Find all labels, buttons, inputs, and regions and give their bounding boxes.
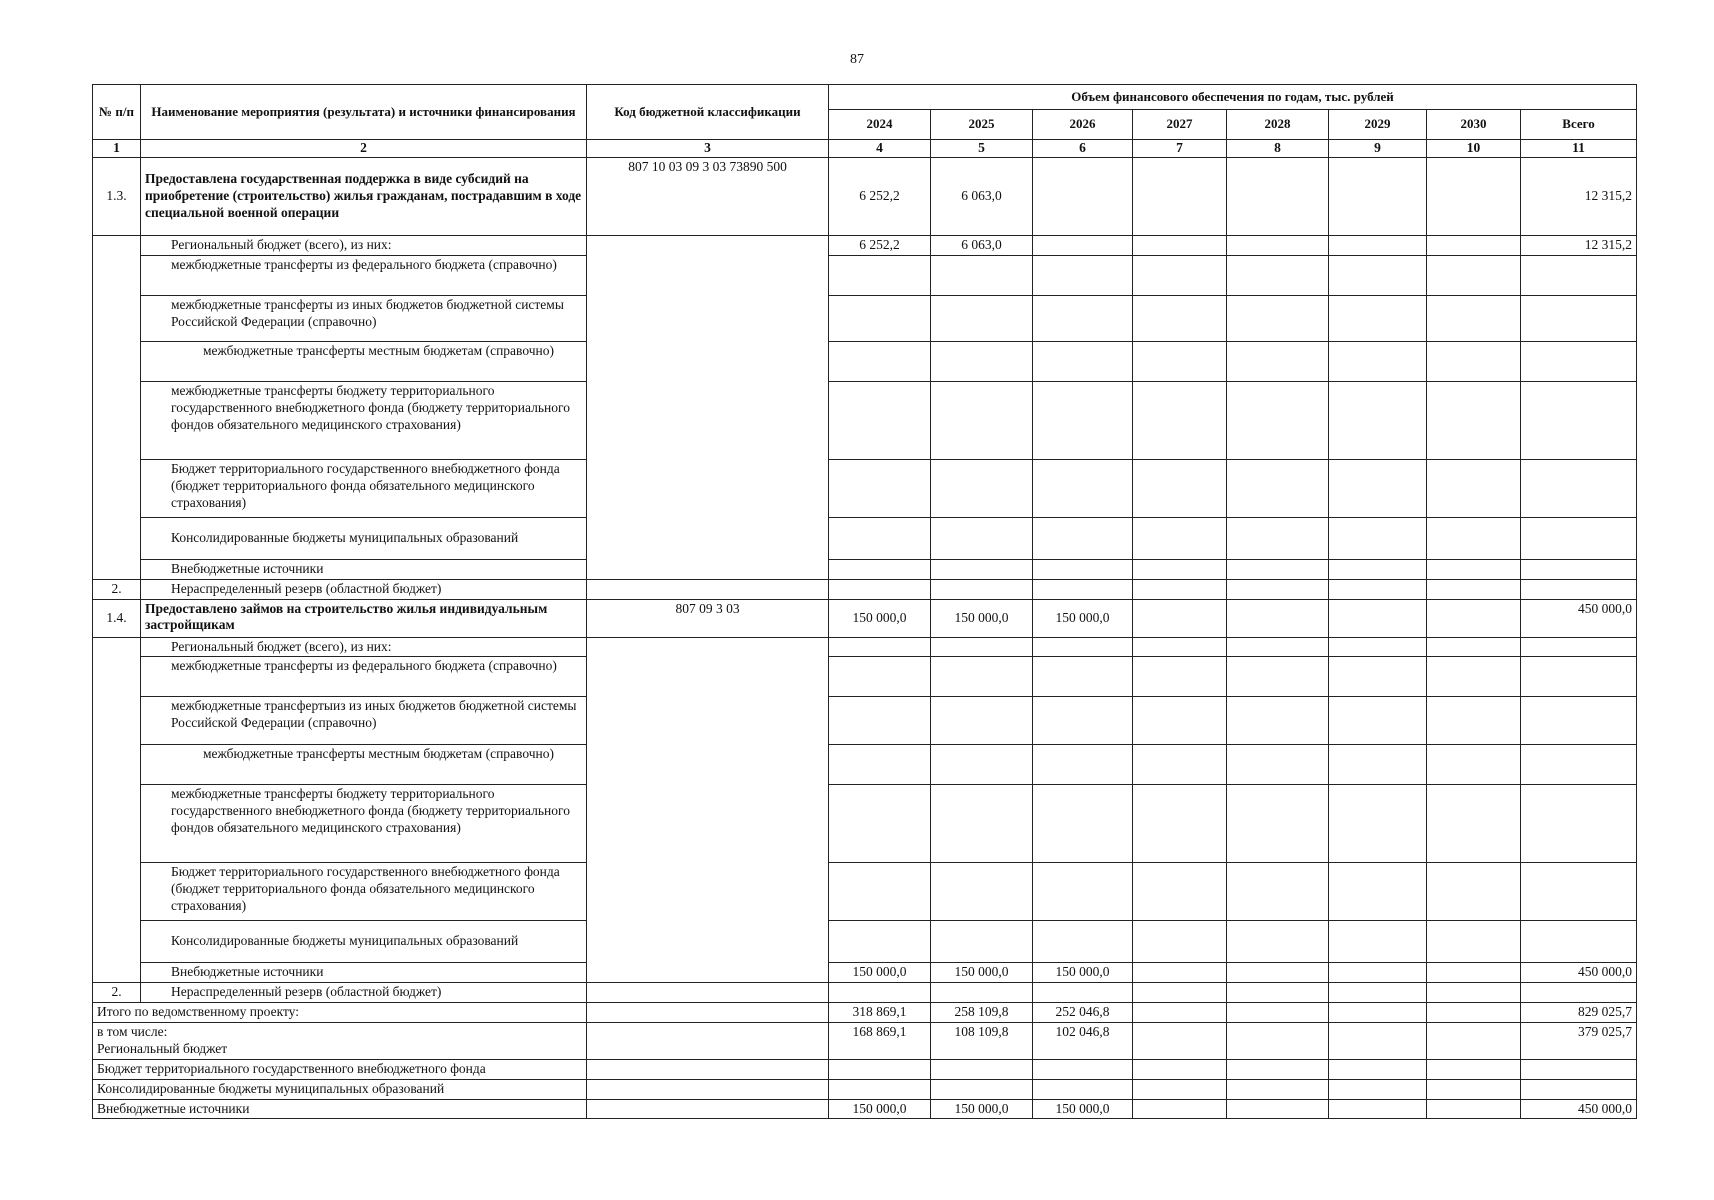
- header-year: 2030: [1427, 110, 1521, 140]
- value-cell: 318 869,1: [829, 1003, 931, 1023]
- row-regional-total: [93, 1023, 1637, 1060]
- row-municipal-total: [93, 1079, 1637, 1099]
- value-cell: 150 000,0: [931, 1099, 1033, 1119]
- header-year: 2027: [1133, 110, 1227, 140]
- row-local-transfers: [93, 745, 1637, 785]
- row-extrabudget: [93, 963, 1637, 983]
- row-label: межбюджетные трансферты из федерального бюджета (справочно): [141, 255, 587, 295]
- row-label: межбюджетные трансферты бюджету территориального государственного внебюджетного фонда (бюджету территориального фондов обязательного медицинского страхования): [141, 785, 587, 863]
- total-cell: 12 315,2: [1521, 235, 1637, 255]
- value-cell: 258 109,8: [931, 1003, 1033, 1023]
- row-label: межбюджетные трансферты бюджету территориального государственного внебюджетного фонда (бюджету территориального фондов обязательного медицинского страхования): [141, 381, 587, 459]
- value-cell: 150 000,0: [829, 963, 931, 983]
- value-cell: 150 000,0: [931, 963, 1033, 983]
- index-cell: 8: [1227, 140, 1329, 158]
- row-1-3: [93, 157, 1637, 235]
- index-cell: 3: [587, 140, 829, 158]
- header-year: 2024: [829, 110, 931, 140]
- value-cell: 108 109,8: [931, 1023, 1033, 1060]
- value-cell: 150 000,0: [829, 599, 931, 637]
- row-other-transfers: [93, 295, 1637, 341]
- row-num: 2.: [93, 579, 141, 599]
- value-cell: 150 000,0: [1033, 1099, 1133, 1119]
- index-cell: 2: [141, 140, 587, 158]
- header-row-1: [93, 85, 1637, 110]
- header-num: № п/п: [93, 85, 141, 140]
- incl-label: в том числе:: [97, 1024, 168, 1039]
- row-fed-transfers: [93, 657, 1637, 697]
- row-label: Бюджет территориального государственного внебюджетного фонда: [93, 1059, 587, 1079]
- row-tfoms-total: [93, 1059, 1637, 1079]
- header-year: 2029: [1329, 110, 1427, 140]
- row-label: Консолидированные бюджеты муниципальных образований: [141, 921, 587, 963]
- row-extra-total: [93, 1099, 1637, 1119]
- value-cell: 150 000,0: [931, 599, 1033, 637]
- value-cell: 168 869,1: [829, 1023, 931, 1060]
- header-volume: Объем финансового обеспечения по годам, тыс. рублей: [829, 85, 1637, 110]
- row-local-transfers: [93, 341, 1637, 381]
- row-label: межбюджетные трансферты местным бюджетам (справочно): [141, 745, 587, 785]
- row-label: Консолидированные бюджеты муниципальных образований: [93, 1079, 587, 1099]
- row-name: Предоставлена государственная поддержка в виде субсидий на приобретение (строительство) жилья гражданам, пострадавшим в ходе специальной военной операции: [141, 157, 587, 235]
- row-municipal: [93, 517, 1637, 559]
- row-reserve: [93, 579, 1637, 599]
- index-cell: 4: [829, 140, 931, 158]
- row-label: межбюджетные трансферты местным бюджетам (справочно): [141, 341, 587, 381]
- row-fed-transfers: [93, 255, 1637, 295]
- row-label: Итого по ведомственному проекту:: [93, 1003, 587, 1023]
- row-project-total: [93, 1003, 1637, 1023]
- row-num: 2.: [93, 983, 141, 1003]
- header-year: 2026: [1033, 110, 1133, 140]
- row-other-transfers: [93, 697, 1637, 745]
- index-cell: 7: [1133, 140, 1227, 158]
- total-cell: 12 315,2: [1521, 157, 1637, 235]
- row-name: Предоставлено займов на строительство жилья индивидуальным застройщикам: [141, 599, 587, 637]
- row-label: Внебюджетные источники: [141, 559, 587, 579]
- index-cell: 6: [1033, 140, 1133, 158]
- row-label: Внебюджетные источники: [93, 1099, 587, 1119]
- total-cell: 829 025,7: [1521, 1003, 1637, 1023]
- value-cell: 150 000,0: [1033, 963, 1133, 983]
- row-tfoms-budget: [93, 863, 1637, 921]
- row-label: Бюджет территориального государственного внебюджетного фонда (бюджет территориального фонда обязательного медицинского страхования): [141, 863, 587, 921]
- total-cell: 450 000,0: [1521, 1099, 1637, 1119]
- row-label: межбюджетные трансферты из иных бюджетов бюджетной системы Российской Федерации (справочно): [141, 295, 587, 341]
- page-number: 87: [850, 52, 864, 67]
- total-cell: 450 000,0: [1521, 599, 1637, 637]
- row-regional: [93, 235, 1637, 255]
- row-label: межбюджетные трансферты из федерального бюджета (справочно): [141, 657, 587, 697]
- row-label: межбюджетные трансфертыиз из иных бюджетов бюджетной системы Российской Федерации (справочно): [141, 697, 587, 745]
- index-cell: 11: [1521, 140, 1637, 158]
- row-label: Региональный бюджет (всего), из них:: [141, 637, 587, 657]
- row-code: 807 09 3 03: [587, 599, 829, 637]
- value-cell: 6 063,0: [931, 235, 1033, 255]
- row-reserve: [93, 983, 1637, 1003]
- index-cell: 5: [931, 140, 1033, 158]
- header-year: 2028: [1227, 110, 1329, 140]
- row-extrabudget: [93, 559, 1637, 579]
- header-total: Всего: [1521, 110, 1637, 140]
- row-label: Региональный бюджет (всего), из них:: [141, 235, 587, 255]
- header-name: Наименование мероприятия (результата) и источники финансирования: [141, 85, 587, 140]
- row-label: [93, 1023, 587, 1060]
- financing-table: [92, 84, 1637, 1119]
- value-cell: 150 000,0: [1033, 599, 1133, 637]
- row-tfoms-transfers: [93, 785, 1637, 863]
- value-cell: 252 046,8: [1033, 1003, 1133, 1023]
- row-code: 807 10 03 09 3 03 73890 500: [587, 157, 829, 235]
- row-regional: [93, 637, 1637, 657]
- regional-label: Региональный бюджет: [97, 1040, 228, 1056]
- row-label: Внебюджетные источники: [141, 963, 587, 983]
- row-label: Консолидированные бюджеты муниципальных образований: [141, 517, 587, 559]
- row-num: 1.4.: [93, 599, 141, 637]
- row-label: Бюджет территориального государственного внебюджетного фонда (бюджет территориального фонда обязательного медицинского страхования): [141, 459, 587, 517]
- value-cell: 6 252,2: [829, 157, 931, 235]
- value-cell: 150 000,0: [829, 1099, 931, 1119]
- index-cell: 10: [1427, 140, 1521, 158]
- value-cell: 6 063,0: [931, 157, 1033, 235]
- row-municipal: [93, 921, 1637, 963]
- header-code: Код бюджетной классификации: [587, 85, 829, 140]
- row-label: Нераспределенный резерв (областной бюджет): [141, 579, 587, 599]
- index-cell: 1: [93, 140, 141, 158]
- row-tfoms-budget: [93, 459, 1637, 517]
- row-label: Нераспределенный резерв (областной бюджет): [141, 983, 587, 1003]
- value-cell: 102 046,8: [1033, 1023, 1133, 1060]
- row-tfoms-transfers: [93, 381, 1637, 459]
- row-1-4: [93, 599, 1637, 637]
- index-cell: 9: [1329, 140, 1427, 158]
- total-cell: 450 000,0: [1521, 963, 1637, 983]
- value-cell: 6 252,2: [829, 235, 931, 255]
- index-row: [93, 140, 1637, 158]
- total-cell: 379 025,7: [1521, 1023, 1637, 1060]
- header-year: 2025: [931, 110, 1033, 140]
- row-num: 1.3.: [93, 157, 141, 235]
